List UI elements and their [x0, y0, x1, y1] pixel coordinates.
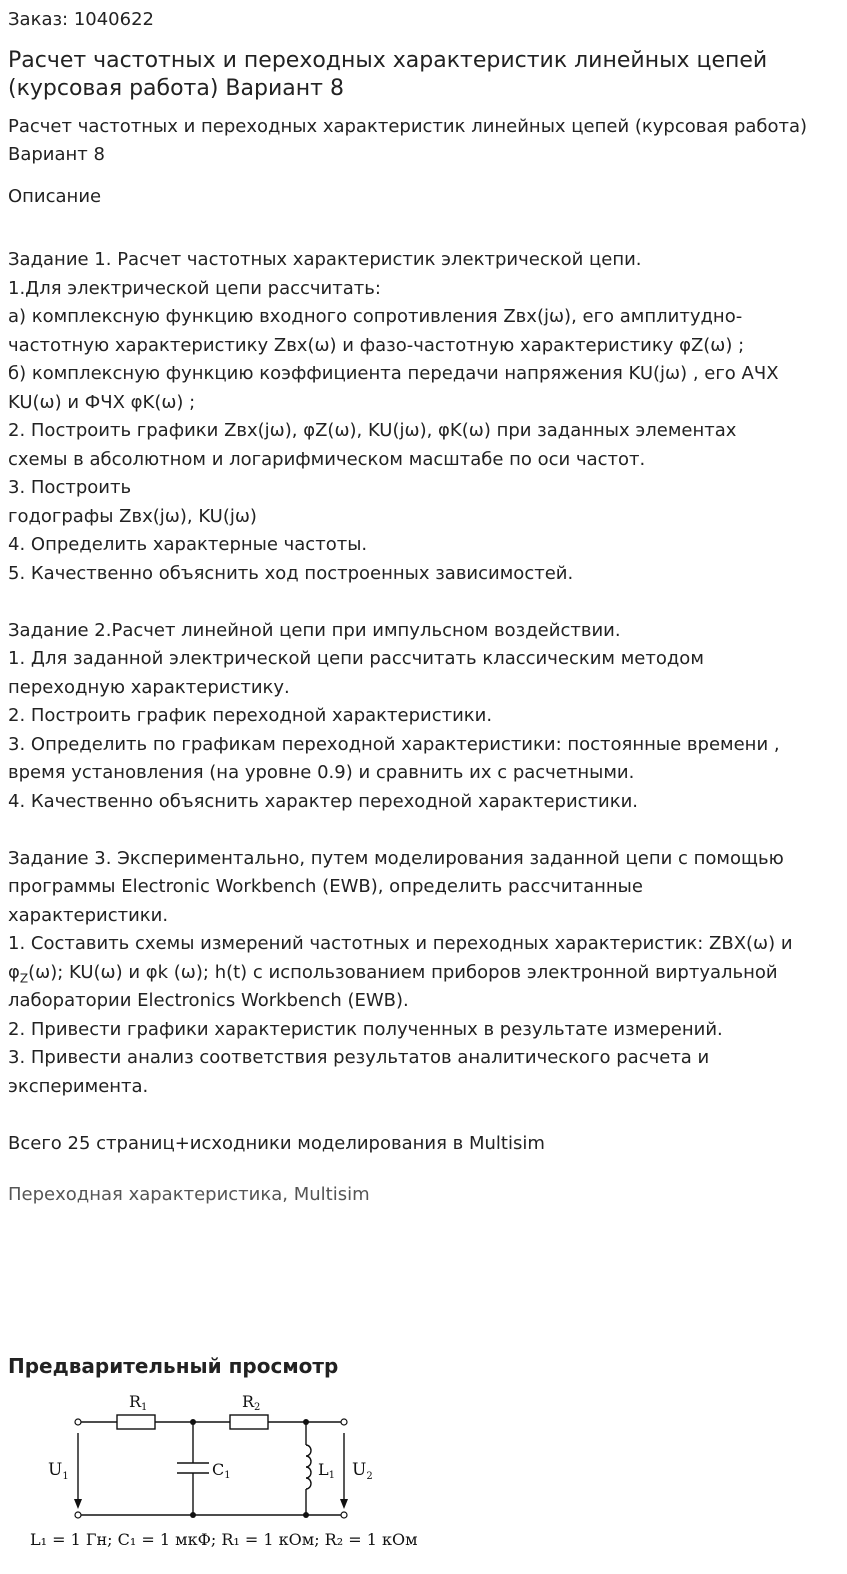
- label-c1: C1: [212, 1460, 231, 1481]
- label-u2: $U_2$: [352, 1460, 373, 1482]
- circuit-parameters: L₁ = 1 Гн; C₁ = 1 мкФ; R₁ = 1 кОм; R₂ = 1 кОм: [30, 1530, 418, 1549]
- task3-line: 2. Привести графики характеристик полученных в результате измерений.: [8, 1018, 723, 1040]
- task1-line: а) комплексную функцию входного сопротивления Zвх(jω), его амплитудно-: [8, 306, 743, 327]
- task2-line: 2. Построить график переходной характеристики.: [8, 705, 493, 726]
- paragraph-gap: [8, 1101, 843, 1130]
- task1-line: схемы в абсолютном и логарифмическом масштабе по оси частот.: [8, 448, 646, 470]
- task3-header: Задание 3. Экспериментально, путем моделирования заданной цепи с помощью: [8, 847, 784, 869]
- task2-line: 4. Качественно объяснить характер переходной характеристики.: [8, 790, 639, 812]
- task2-line: переходную характеристику.: [8, 676, 290, 698]
- tag-separator: ,: [282, 1184, 294, 1205]
- circuit-diagram: [0, 1385, 420, 1574]
- tag-link[interactable]: Multisim: [293, 1184, 370, 1205]
- task1-line: 4. Определить характерные частоты.: [8, 534, 368, 555]
- task1-line: 3. Построить: [8, 477, 132, 498]
- preview-heading: Предварительный просмотр: [8, 1354, 339, 1378]
- description-label: Описание: [8, 186, 102, 207]
- capacitor-c1: [177, 1463, 209, 1473]
- task1-line: б) комплексную функцию коэффициента передачи напряжения KU(jω) , его АЧХ: [8, 363, 779, 384]
- label-l1: L1: [318, 1460, 335, 1481]
- task1-line: 1.Для электрической цепи рассчитать:: [8, 277, 381, 299]
- page-title: Расчет частотных и переходных характеристик линейных цепей (курсовая работа) Вариант 8: [8, 48, 768, 101]
- task3-line: лаборатории Electronics Workbench (EWB).: [8, 990, 409, 1011]
- paragraph-gap: [8, 588, 843, 617]
- label-r2: R2: [242, 1392, 261, 1413]
- label-u1: $U_1$: [48, 1460, 69, 1482]
- paragraph-gap: [8, 816, 843, 845]
- resistor-r1: [117, 1415, 155, 1429]
- task1-line: годографы Zвх(jω), KU(jω): [8, 505, 257, 527]
- circuit-wires: [81, 1422, 341, 1515]
- task1-header: Задание 1. Расчет частотных характеристик электрической цепи.: [8, 249, 642, 270]
- description-body: [8, 246, 843, 1158]
- voltage-arrows: [78, 1433, 344, 1500]
- task1-line: 5. Качественно объяснить ход построенных зависимостей.: [8, 562, 574, 584]
- task2-line: время установления (на уровне 0.9) и сравнить их с расчетными.: [8, 762, 635, 783]
- task3-line: 1. Составить схемы измерений частотных и переходных характеристик: ZBX(ω) и: [8, 933, 793, 954]
- task3-line: программы Electronic Workbench (EWB), определить рассчитанные: [8, 876, 643, 897]
- page-subtitle: Расчет частотных и переходных характеристик линейных цепей (курсовая работа) Вариант 8: [8, 116, 808, 165]
- task2-line: 3. Определить по графикам переходной характеристики: постоянные времени ,: [8, 733, 780, 755]
- inductor-l1: [306, 1445, 311, 1489]
- order-number: Заказ: 1040622: [8, 9, 154, 30]
- label-r1: R1: [129, 1392, 148, 1413]
- arrow-heads: [74, 1499, 348, 1509]
- total-pages: Всего 25 страниц+исходники моделирования в Multisim: [8, 1132, 545, 1154]
- task3-line: [8, 959, 843, 988]
- task1-line: частотную характеристику Zвх(ω) и фазо-частотную характеристику φZ(ω) ;: [8, 334, 745, 356]
- task1-line: 2. Построить графики Zвх(jω), φZ(ω), KU(jω), φK(ω) при заданных элементах: [8, 420, 737, 441]
- task1-line: KU(ω) и ФЧХ φK(ω) ;: [8, 391, 196, 413]
- task3-line: эксперимента.: [8, 1075, 149, 1097]
- tag-link[interactable]: Переходная характеристика: [8, 1184, 283, 1205]
- task3-line: характеристики.: [8, 904, 169, 926]
- phi-symbol: φ: [8, 961, 20, 983]
- tags-list: [8, 1184, 370, 1206]
- task2-line: 1. Для заданной электрической цепи рассчитать классическим методом: [8, 648, 704, 669]
- junction-dots: [190, 1419, 309, 1518]
- task3-line: 3. Привести анализ соответствия результатов аналитического расчета и: [8, 1047, 710, 1068]
- task3-line-rest: (ω); KU(ω) и φk (ω); h(t) с использованием приборов электронной виртуальной: [28, 961, 778, 983]
- task2-header: Задание 2.Расчет линейной цепи при импульсном воздействии.: [8, 619, 621, 641]
- resistor-r2: [230, 1415, 268, 1429]
- phi-subscript: Z: [19, 971, 29, 986]
